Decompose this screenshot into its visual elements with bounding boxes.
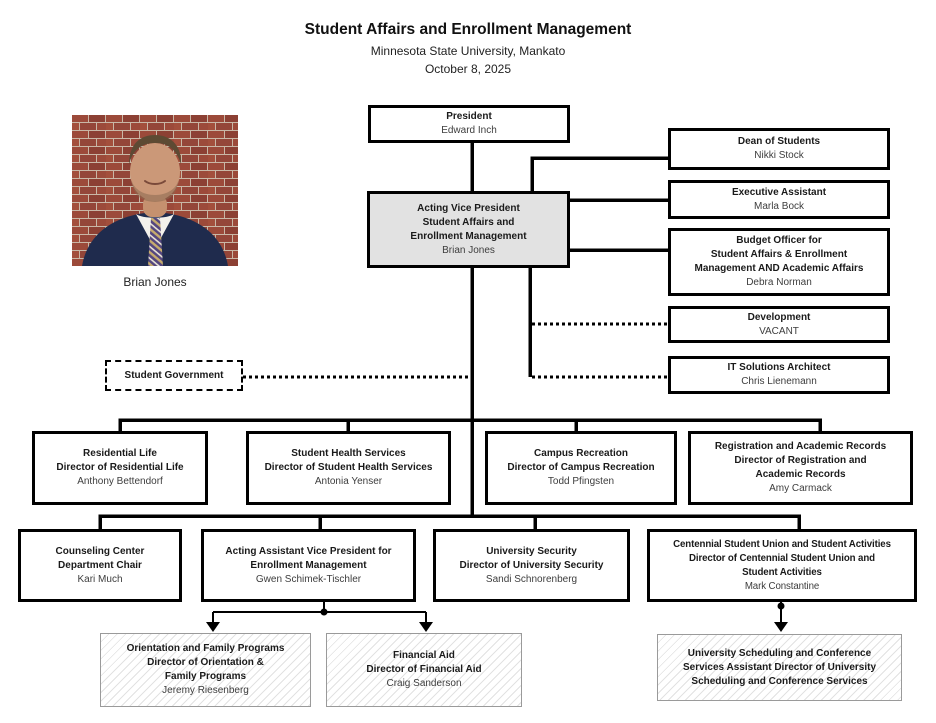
junction-dot — [778, 603, 785, 610]
node-president-title: President — [446, 111, 492, 122]
node-vp-name: Brian Jones — [442, 244, 495, 256]
node-vp-title: Acting Vice President Student Affairs and Enrollment Management — [410, 202, 527, 242]
arrowhead-scheduling — [774, 622, 788, 632]
node-president-name: Edward Inch — [441, 125, 497, 136]
node-budget-officer: Budget Officer for Student Affairs & Enrollment Management AND Academic Affairs Debra Norman — [668, 228, 890, 296]
line-row2 — [100, 516, 799, 529]
chart-title: Student Affairs and Enrollment Management — [304, 21, 632, 38]
arrowhead-financial-aid — [419, 622, 433, 632]
junction-dot — [321, 609, 328, 616]
node-counseling-center: Counseling Center Department Chair Kari Much — [18, 529, 182, 602]
node-university-security: University Security Director of University Security Sandi Schnorenberg — [433, 529, 630, 602]
line-vp-dean — [532, 158, 668, 191]
line-row1 — [120, 420, 820, 431]
node-student-health-services: Student Health Services Director of Student Health Services Antonia Yenser — [246, 431, 451, 505]
node-development: Development VACANT — [668, 306, 890, 343]
node-registration-records: Registration and Academic Records Director of Registration and Academic Records Amy Carmack — [688, 431, 913, 505]
node-executive-assistant: Executive Assistant Marla Bock — [668, 180, 890, 219]
node-financial-aid: Financial Aid Director of Financial Aid Craig Sanderson — [326, 633, 522, 707]
node-dean-of-students: Dean of Students Nikki Stock — [668, 128, 890, 170]
arrowhead-orientation — [206, 622, 220, 632]
chart-subtitle: Minnesota State University, Mankato — [370, 44, 566, 58]
node-it-solutions-architect: IT Solutions Architect Chris Lienemann — [668, 356, 890, 394]
portrait-caption: Brian Jones — [123, 275, 187, 289]
node-orientation-family-programs: Orientation and Family Programs Director of Orientation & Family Programs Jeremy Riesenberg — [100, 633, 311, 707]
node-residential-life: Residential Life Director of Residential Life Anthony Bettendorf — [32, 431, 208, 505]
node-centennial-student-union: Centennial Student Union and Student Activities Director of Centennial Student Union and Student Activities Mark Constantine — [647, 529, 917, 602]
node-vp — [367, 191, 570, 268]
node-student-government: Student Government — [105, 360, 243, 391]
node-campus-recreation: Campus Recreation Director of Campus Recreation Todd Pfingsten — [485, 431, 677, 505]
node-university-scheduling: University Scheduling and Conference Services Assistant Director of University Scheduling and Conference Services — [657, 634, 902, 701]
chart-date: October 8, 2025 — [424, 62, 512, 76]
node-president — [368, 105, 570, 143]
node-asst-vp-enrollment: Acting Assistant Vice President for Enrollment Management Gwen Schimek-Tischler — [201, 529, 416, 602]
